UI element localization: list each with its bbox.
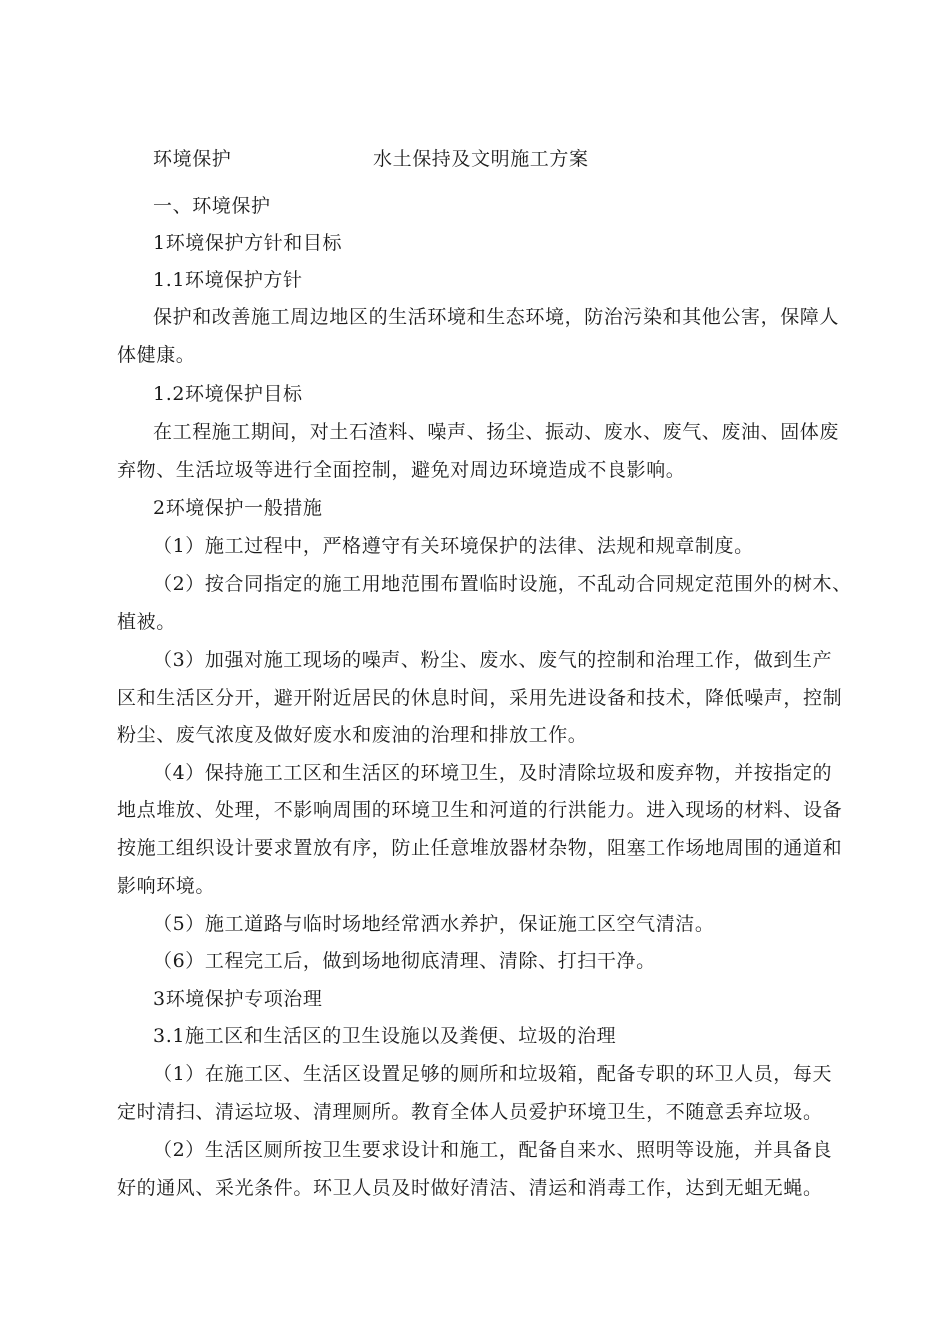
- subsection-heading: 1.1环境保护方针: [153, 269, 303, 291]
- doc-title-right: 水土保持及文明施工方案: [373, 148, 589, 170]
- list-item-line: （3）加强对施工现场的噪声、粉尘、废水、废气的控制和治理工作，做到生产: [153, 649, 833, 671]
- list-item-line: （2）按合同指定的施工用地范围布置临时设施，不乱动合同规定范围外的树木、: [153, 573, 852, 595]
- subsection-heading: 1.2环境保护目标: [153, 383, 303, 405]
- list-item-line: 影响环境。: [117, 875, 216, 897]
- subsection-heading: 1环境保护方针和目标: [153, 232, 343, 254]
- list-item-line: （1）在施工区、生活区设置足够的厕所和垃圾箱，配备专职的环卫人员，每天: [153, 1063, 833, 1085]
- section-heading: 一、环境保护: [153, 195, 271, 217]
- subsection-heading: 3环境保护专项治理: [153, 988, 323, 1010]
- list-item-line: （6）工程完工后，做到场地彻底清理、清除、打扫干净。: [153, 950, 656, 972]
- list-item-line: （5）施工道路与临时场地经常洒水养护，保证施工区空气清洁。: [153, 913, 715, 935]
- list-item-line: （4）保持施工工区和生活区的环境卫生，及时清除垃圾和废弃物，并按指定的: [153, 762, 833, 784]
- paragraph-line: 在工程施工期间，对土石渣料、噪声、扬尘、振动、废水、废气、废油、固体废: [153, 421, 840, 443]
- list-item-line: 地点堆放、处理，不影响周围的环境卫生和河道的行洪能力。进入现场的材料、设备: [117, 799, 843, 821]
- list-item-line: （1）施工过程中，严格遵守有关环境保护的法律、法规和规章制度。: [153, 535, 754, 557]
- list-item-line: 定时清扫、清运垃圾、清理厕所。教育全体人员爱护环境卫生，不随意丢弃垃圾。: [117, 1101, 823, 1123]
- paragraph-line: 弃物、生活垃圾等进行全面控制，避免对周边环境造成不良影响。: [117, 459, 686, 481]
- list-item-line: 按施工组织设计要求置放有序，防止任意堆放器材杂物，阻塞工作场地周围的通道和: [117, 837, 843, 859]
- subsection-heading: 3.1施工区和生活区的卫生设施以及粪便、垃圾的治理: [153, 1025, 617, 1047]
- list-item-line: 好的通风、采光条件。环卫人员及时做好清洁、清运和消毒工作，达到无蛆无蝇。: [117, 1177, 823, 1199]
- subsection-heading: 2环境保护一般措施: [153, 497, 323, 519]
- paragraph-line: 保护和改善施工周边地区的生活环境和生态环境，防治污染和其他公害，保障人: [153, 306, 840, 328]
- doc-title-left: 环境保护: [153, 148, 232, 170]
- paragraph-line: 体健康。: [117, 344, 196, 366]
- list-item-line: 粉尘、废气浓度及做好废水和废油的治理和排放工作。: [117, 724, 588, 746]
- list-item-line: 区和生活区分开，避开附近居民的休息时间，采用先进设备和技术，降低噪声，控制: [117, 687, 843, 709]
- list-item-line: 植被。: [117, 611, 176, 633]
- list-item-line: （2）生活区厕所按卫生要求设计和施工，配备自来水、照明等设施，并具备良: [153, 1139, 833, 1161]
